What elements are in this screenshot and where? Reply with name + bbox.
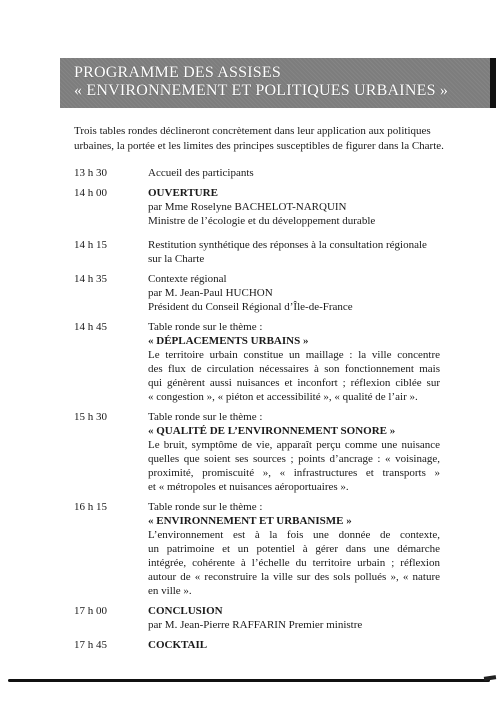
footer-rule <box>8 679 490 682</box>
schedule-line: intégrée, cohérente à l’échelle du territoire urbain ; réflexion <box>148 557 440 569</box>
schedule-line: qui génèrent aussi nuisances et inconfort ; réflexion ciblée sur <box>148 377 440 389</box>
schedule-line: Table ronde sur le thème : <box>148 411 263 423</box>
schedule-content <box>148 410 440 494</box>
intro-line-2: urbaines, la portée et les limites des principes susceptibles de figurer dans la Charte. <box>74 140 444 152</box>
schedule-line: quelles que soient ses sources ; points d’ancrage : « voisinage, <box>148 453 440 465</box>
schedule-content <box>148 638 440 652</box>
schedule-line: et « métropoles et nuisances aéroportuaires ». <box>148 481 349 493</box>
schedule-line: Contexte régional <box>148 273 227 285</box>
schedule-line: proximité, promiscuité », « infrastructures et transports » <box>148 467 440 479</box>
schedule-line: L’environnement est à la fois une donnée de contexte, <box>148 529 440 541</box>
schedule-line: par M. Jean-Pierre RAFFARIN Premier ministre <box>148 619 363 631</box>
banner-edge-bar <box>490 58 496 108</box>
schedule-line: Accueil des participants <box>148 167 254 179</box>
schedule-line: Président du Conseil Régional d’Île-de-France <box>148 301 353 313</box>
schedule-line: Table ronde sur le thème : <box>148 321 263 333</box>
schedule-line: par M. Jean-Paul HUCHON <box>148 287 273 299</box>
schedule-line: Restitution synthétique des réponses à la consultation régionale <box>148 239 427 251</box>
schedule-line: sur la Charte <box>148 253 205 265</box>
schedule-content <box>148 272 440 314</box>
footer-rule-tail <box>484 675 496 681</box>
schedule-time: 17 h 45 <box>74 639 107 651</box>
schedule-time: 17 h 00 <box>74 605 107 617</box>
schedule-line: « congestion », « piéton et accessibilité », « qualité de l’air ». <box>148 391 418 403</box>
title-line-2: « ENVIRONNEMENT ET POLITIQUES URBAINES » <box>74 82 449 99</box>
schedule-line: un patrimoine et un potentiel à gérer dans une démarche <box>148 543 440 555</box>
schedule-time: 14 h 15 <box>74 239 107 251</box>
schedule-time: 14 h 00 <box>74 187 107 199</box>
schedule-heading: « QUALITÉ DE L’ENVIRONNEMENT SONORE » <box>148 425 396 437</box>
schedule-content <box>148 500 440 598</box>
schedule-line: en ville ». <box>148 585 192 597</box>
intro-paragraph <box>74 124 444 154</box>
schedule-heading: OUVERTURE <box>148 187 218 199</box>
schedule-heading: « ENVIRONNEMENT ET URBANISME » <box>148 515 352 527</box>
schedule-time: 14 h 35 <box>74 273 107 285</box>
schedule-content <box>148 320 440 404</box>
schedule-content <box>148 166 440 180</box>
schedule-heading: COCKTAIL <box>148 639 208 651</box>
schedule-heading: « DÉPLACEMENTS URBAINS » <box>148 335 309 347</box>
schedule-content <box>148 604 440 632</box>
title-line-1: PROGRAMME DES ASSISES <box>74 64 281 81</box>
page-title <box>74 64 484 100</box>
schedule-line: autour de « reconstruire la ville sur des sols pollués », « nature <box>148 571 440 583</box>
schedule-content <box>148 238 440 266</box>
schedule-line: Le territoire urbain constitue un maillage : la ville concentre <box>148 349 440 361</box>
schedule-time: 16 h 15 <box>74 501 107 513</box>
schedule-line: des flux de circulation nécessaires à son fonctionnement mais <box>148 363 440 375</box>
schedule-heading: CONCLUSION <box>148 605 223 617</box>
schedule-line: Table ronde sur le thème : <box>148 501 263 513</box>
schedule-time: 13 h 30 <box>74 167 107 179</box>
intro-line-1: Trois tables rondes déclineront concrètement dans leur application aux politiques <box>74 125 431 137</box>
schedule-line: Le bruit, symptôme de vie, apparaît perçu comme une nuisance <box>148 439 440 451</box>
schedule-content <box>148 186 440 228</box>
schedule-line: Ministre de l’écologie et du développement durable <box>148 215 376 227</box>
schedule-line: par Mme Roselyne BACHELOT-NARQUIN <box>148 201 347 213</box>
schedule-time: 14 h 45 <box>74 321 107 333</box>
schedule-time: 15 h 30 <box>74 411 107 423</box>
